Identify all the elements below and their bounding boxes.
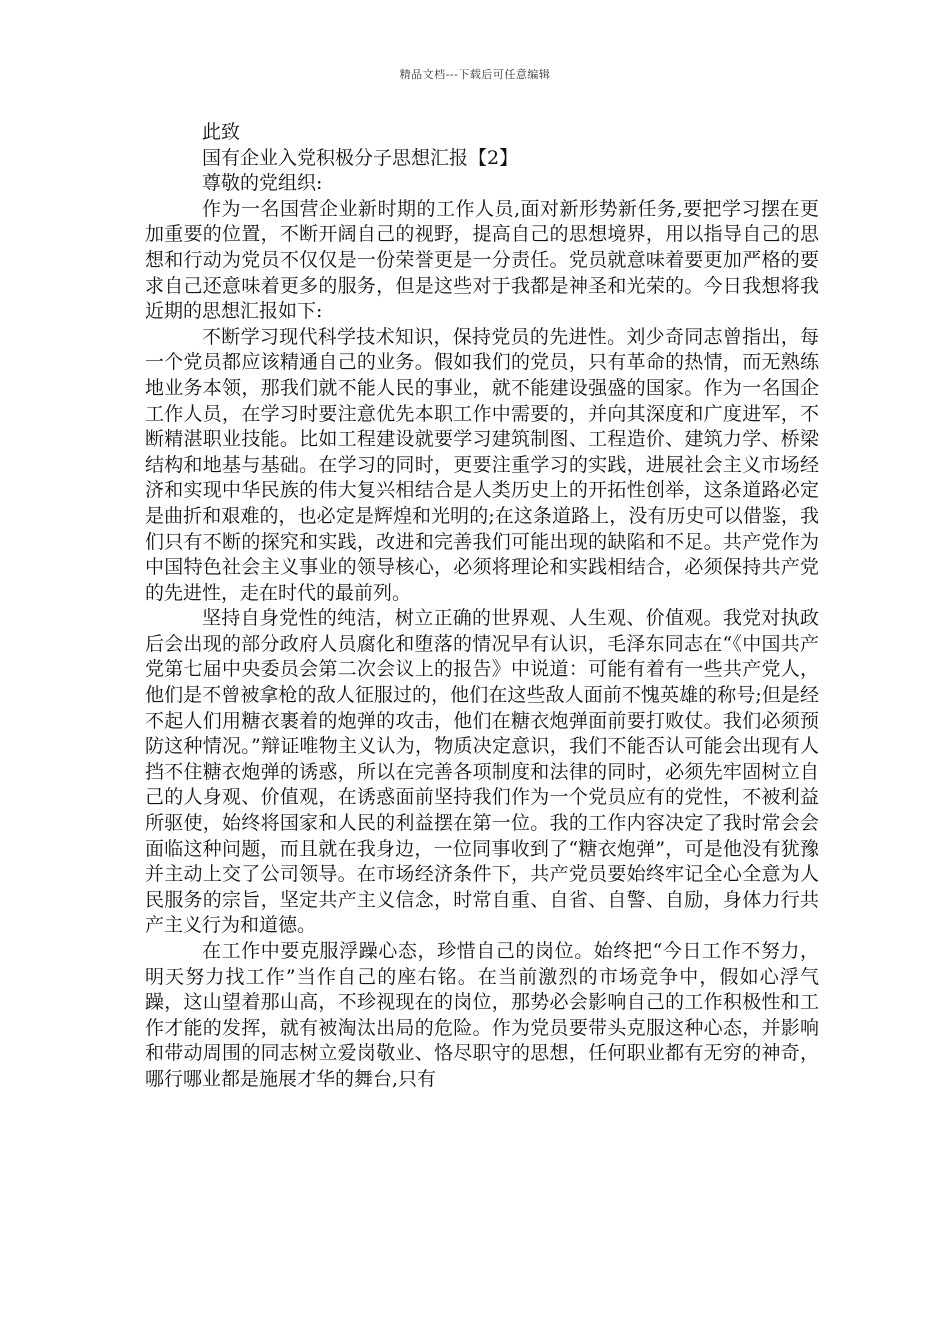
- page-header: 精品文档---下载后可任意编辑: [399, 68, 551, 81]
- document-body: [145, 120, 819, 1093]
- paragraph-learning: 不断学习现代科学技术知识，保持党员的先进性。刘少奇同志曾指出，每一个党员都应该精通自己的业务。假如我们的党员，只有革命的热情，而无熟练地业务本领，那我们就不能人民的事业，就不能建设强盛的国家。作为一名国企工作人员，在学习时要注意优先本职工作中需要的，并向其深度和广度进军，不断精湛职业技能。比如工程建设就要学习建筑制图、工程造价、建筑力学、桥梁结构和地基与基础。在学习的同时，更要注重学习的实践，进展社会主义市场经济和实现中华民族的伟大复兴相结合是人类历史上的开拓性创举，这条道路必定是曲折和艰难的，也必定是辉煌和光明的;在这条道路上，没有历史可以借鉴，我们只有不断的探究和实践，改进和完善我们可能出现的缺陷和不足。共产党作为中国特色社会主义事业的领导核心，必须将理论和实践相结合，必须保持共产党的先进性，走在时代的最前列。: [145, 325, 819, 604]
- paragraph-intro: 作为一名国营企业新时期的工作人员,面对新形势新任务,要把学习摆在更加重要的位置，不断开阔自己的视野，提高自己的思想境界，用以指导自己的思想和行动为党员不仅仅是一份荣誉更是一分责任。党员就意味着要更加严格的要求自己还意味着更多的服务，但是这些对于我都是神圣和光荣的。今日我想将我近期的思想汇报如下:: [145, 197, 819, 323]
- paragraph-party-spirit: 坚持自身党性的纯洁，树立正确的世界观、人生观、价值观。我党对执政后会出现的部分政府人员腐化和堕落的情况早有认识，毛泽东同志在“《中国共产党第七届中央委员会第二次会议上的报告》中说道：可能有着有一些共产党人，他们是不曾被拿枪的敌人征服过的，他们在这些敌人面前不愧英雄的称号;但是经不起人们用糖衣裹着的炮弹的攻击，他们在糖衣炮弹面前要打败仗。我们必须预防这种情况。”辩证唯物主义认为，物质决定意识，我们不能否认可能会出现有人挡不住糖衣炮弹的诱惑，所以在完善各项制度和法律的同时，必须先牢固树立自己的人身观、价值观，在诱惑面前坚持我们作为一个党员应有的党性，不被利益所驱使，始终将国家和人民的利益摆在第一位。我的工作内容决定了我时常会会面临这种问题，而且就在我身边，一位同事收到了“糖衣炮弹”，可是他没有犹豫并主动上交了公司领导。在市场经济条件下，共产党员要始终牢记全心全意为人民服务的宗旨，坚定共产主义信念，时常自重、自省、自警、自励，身体力行共产主义行为和道德。: [145, 607, 819, 937]
- document-title: 国有企业入党积极分子思想汇报【2】: [202, 146, 519, 169]
- closing-line: 此致: [202, 121, 241, 143]
- salutation: 尊敬的党组织:: [202, 172, 323, 195]
- paragraph-work-attitude: 在工作中要克服浮躁心态，珍惜自己的岗位。始终把“今日工作不努力，明天努力找工作”当作自己的座右铭。在当前激烈的市场竞争中，假如心浮气躁，这山望着那山高，不珍视现在的岗位，那势必会影响自己的工作积极性和工作才能的发挥，就有被淘汰出局的危险。作为党员要带头克服这种心态，并影响和带动周围的同志树立爱岗敬业、恪尽职守的思想，任何职业都有无穷的神奇，哪行哪业都是施展才华的舞台,只有: [145, 940, 819, 1090]
